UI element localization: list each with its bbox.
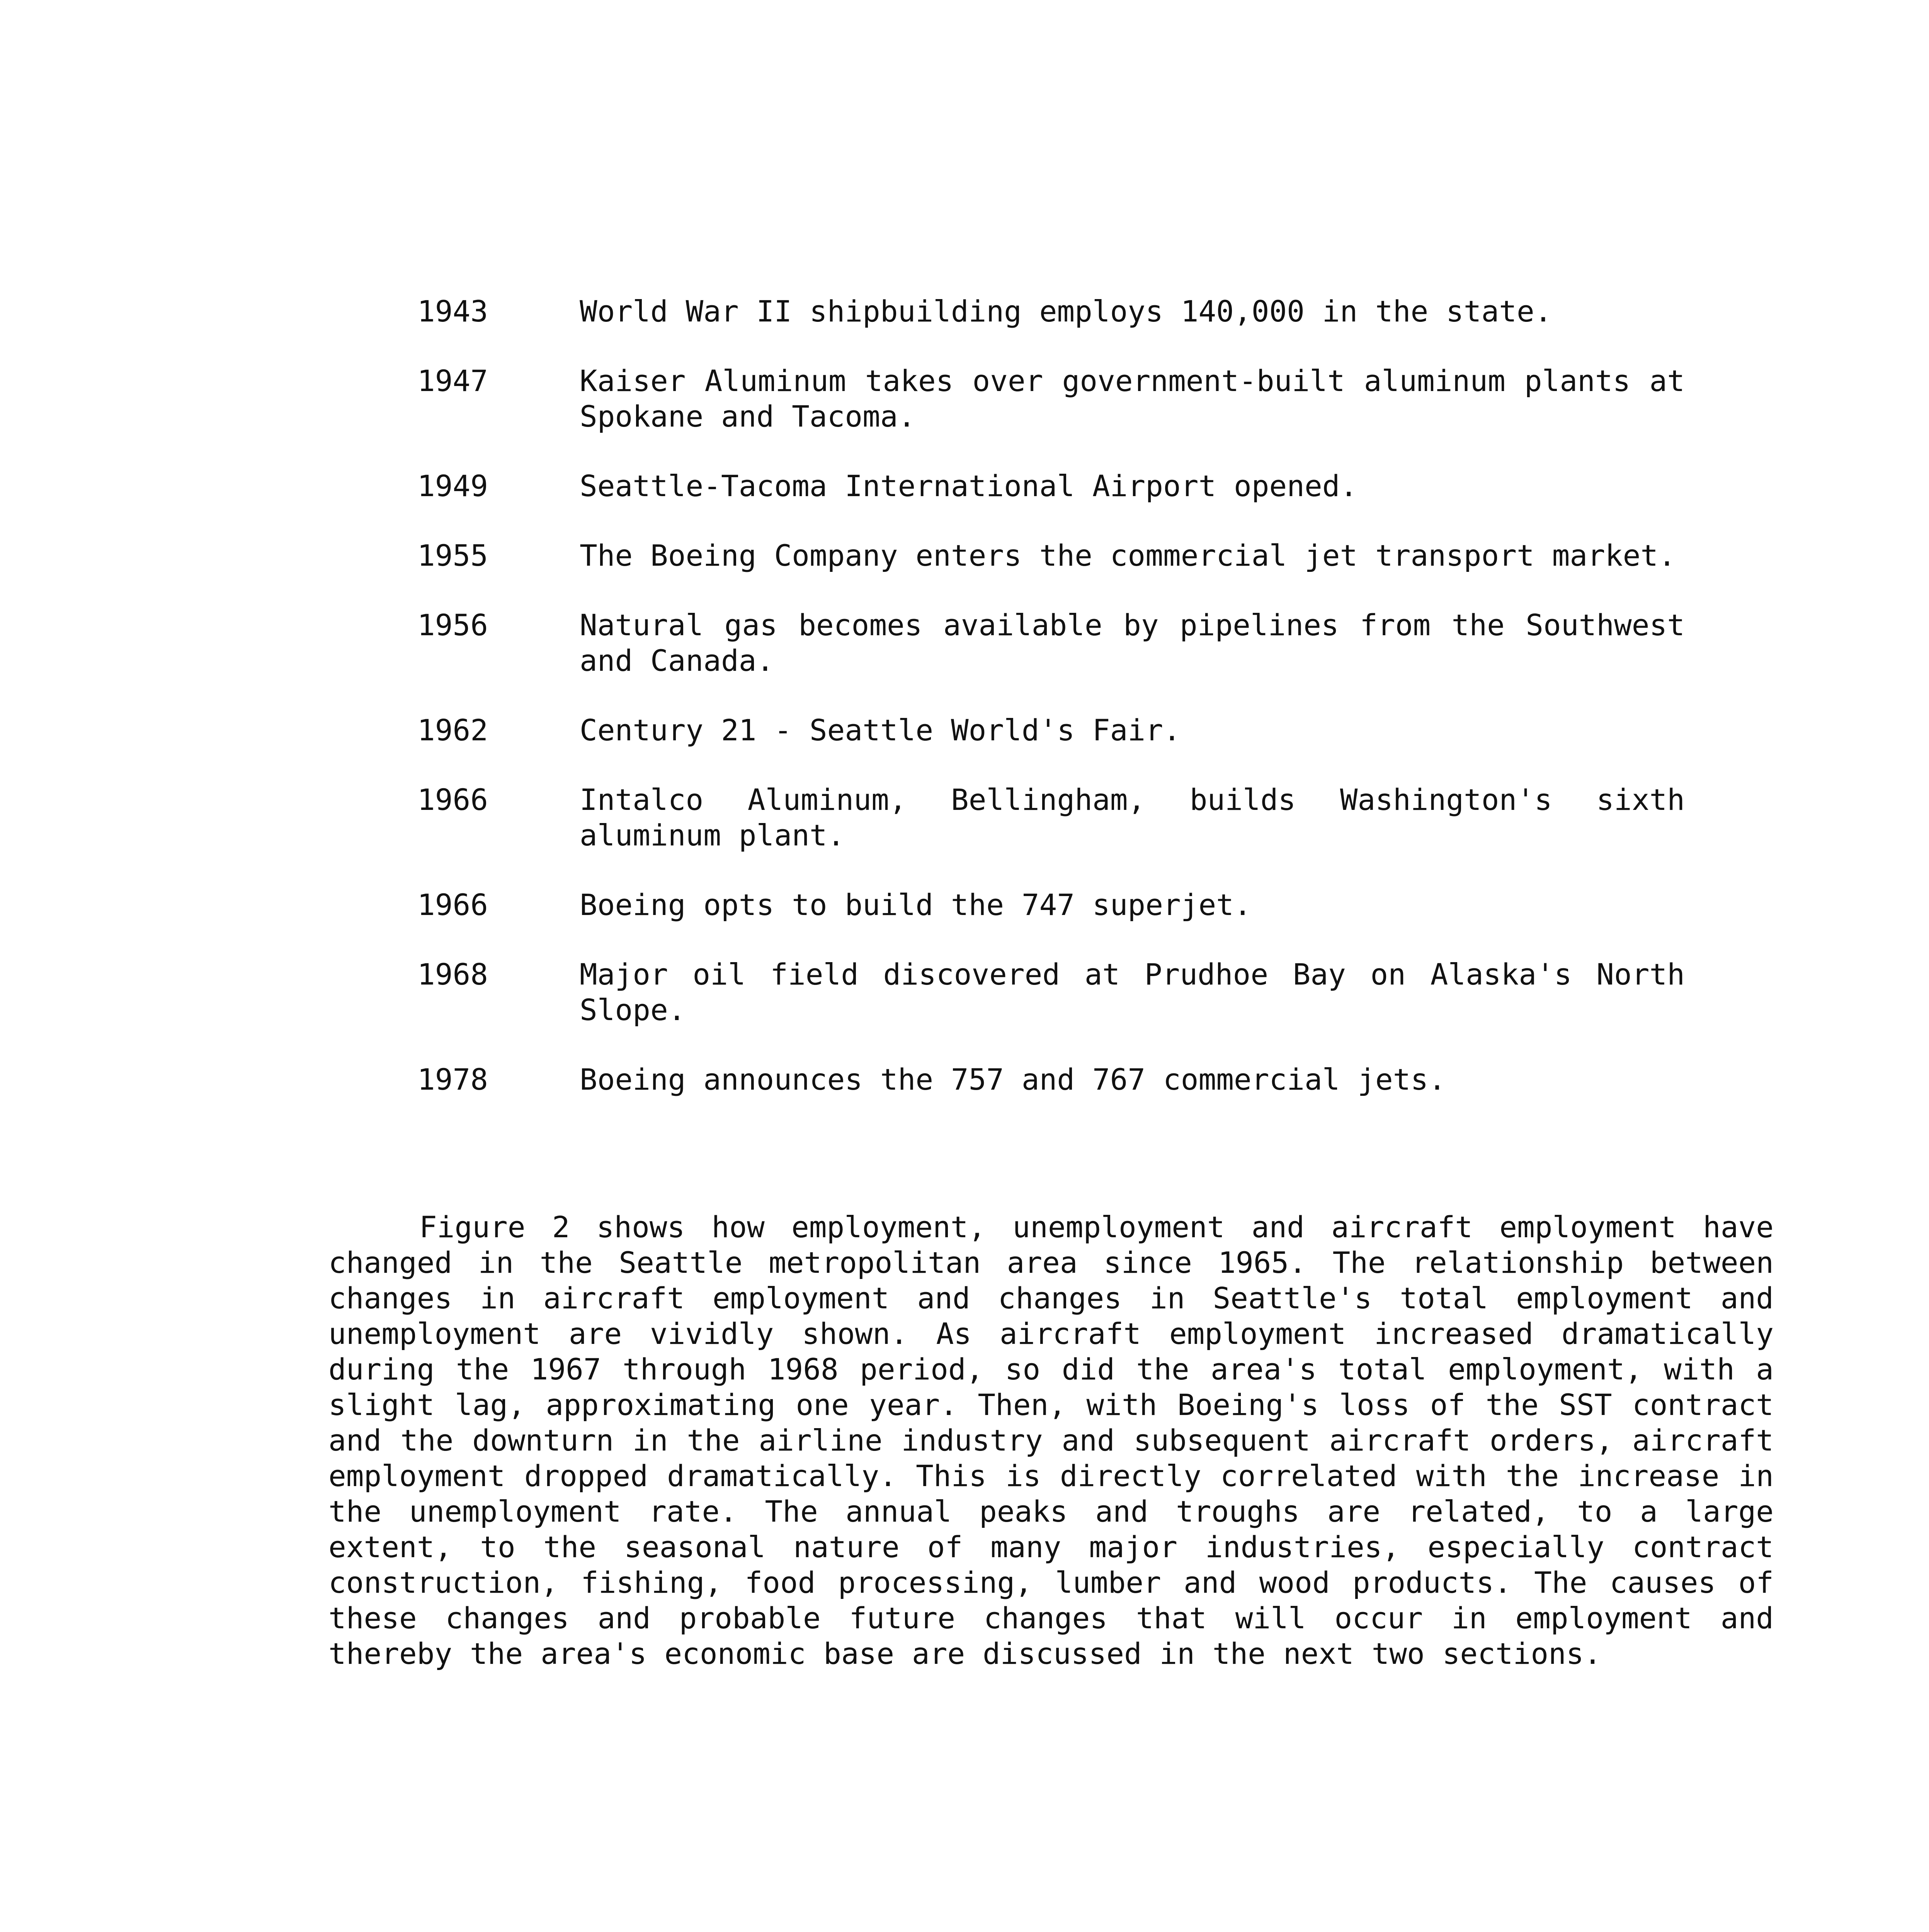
chronology-year: 1949 bbox=[417, 469, 488, 503]
chronology-year: 1966 bbox=[417, 888, 488, 922]
chronology-text: Century 21 - Seattle World's Fair. bbox=[580, 713, 1181, 747]
chronology-text: Boeing opts to build the 747 superjet. bbox=[580, 888, 1252, 922]
chronology-text: Intalco Aluminum, Bellingham, builds Washington's sixth aluminum plant. bbox=[580, 782, 1685, 852]
chronology-item bbox=[417, 782, 1685, 853]
chronology-year: 1947 bbox=[417, 364, 488, 398]
chronology-text: Boeing announces the 757 and 767 commercial jets. bbox=[580, 1062, 1446, 1097]
chronology-year: 1966 bbox=[417, 782, 488, 817]
chronology-item bbox=[417, 713, 1685, 748]
chronology-text: Natural gas becomes available by pipelines from the Southwest and Canada. bbox=[580, 608, 1685, 678]
chronology-item bbox=[417, 468, 1685, 504]
chronology-year: 1943 bbox=[417, 294, 488, 328]
chronology-year: 1955 bbox=[417, 538, 488, 573]
chronology-item bbox=[417, 1062, 1685, 1097]
chronology-item bbox=[417, 887, 1685, 923]
chronology-text: Major oil field discovered at Prudhoe Bay on Alaska's North Slope. bbox=[580, 957, 1685, 1027]
chronology-text: Kaiser Aluminum takes over government-built aluminum plants at Spokane and Tacoma. bbox=[580, 364, 1685, 434]
chronology-list bbox=[417, 294, 1685, 1131]
chronology-text: The Boeing Company enters the commercial jet transport market. bbox=[580, 538, 1676, 573]
chronology-item bbox=[417, 607, 1685, 679]
chronology-text: World War II shipbuilding employs 140,000 in the state. bbox=[580, 294, 1552, 328]
chronology-item bbox=[417, 294, 1685, 329]
chronology-year: 1962 bbox=[417, 713, 488, 747]
chronology-item bbox=[417, 957, 1685, 1028]
chronology-year: 1968 bbox=[417, 957, 488, 992]
body-paragraph: Figure 2 shows how employment, unemployment and aircraft employment have changed in the Seattle metropolitan area since 1965. The relationship between changes in aircraft employment and changes in Seattle's total employment and unemployment are vividly shown. As aircraft employment increased dramatically during the 1967 through 1968 period, so did the area's total employment, with a slight lag, approximating one year. Then, with Boeing's loss of the SST contract and the downturn in the airline industry and subsequent aircraft orders, aircraft employment dropped dramatically. This is directly correlated with the increase in the unemployment rate. The annual peaks and troughs are related, to a large extent, to the seasonal nature of many major industries, especially contract construction, fishing, food processing, lumber and wood products. The causes of these changes and probable future changes that will occur in employment and thereby the area's economic base are discussed in the next two sections. bbox=[328, 1210, 1774, 1671]
chronology-text: Seattle-Tacoma International Airport opened. bbox=[580, 469, 1358, 503]
chronology-item bbox=[417, 363, 1685, 434]
chronology-year: 1978 bbox=[417, 1062, 488, 1097]
chronology-item bbox=[417, 538, 1685, 573]
chronology-year: 1956 bbox=[417, 608, 488, 642]
